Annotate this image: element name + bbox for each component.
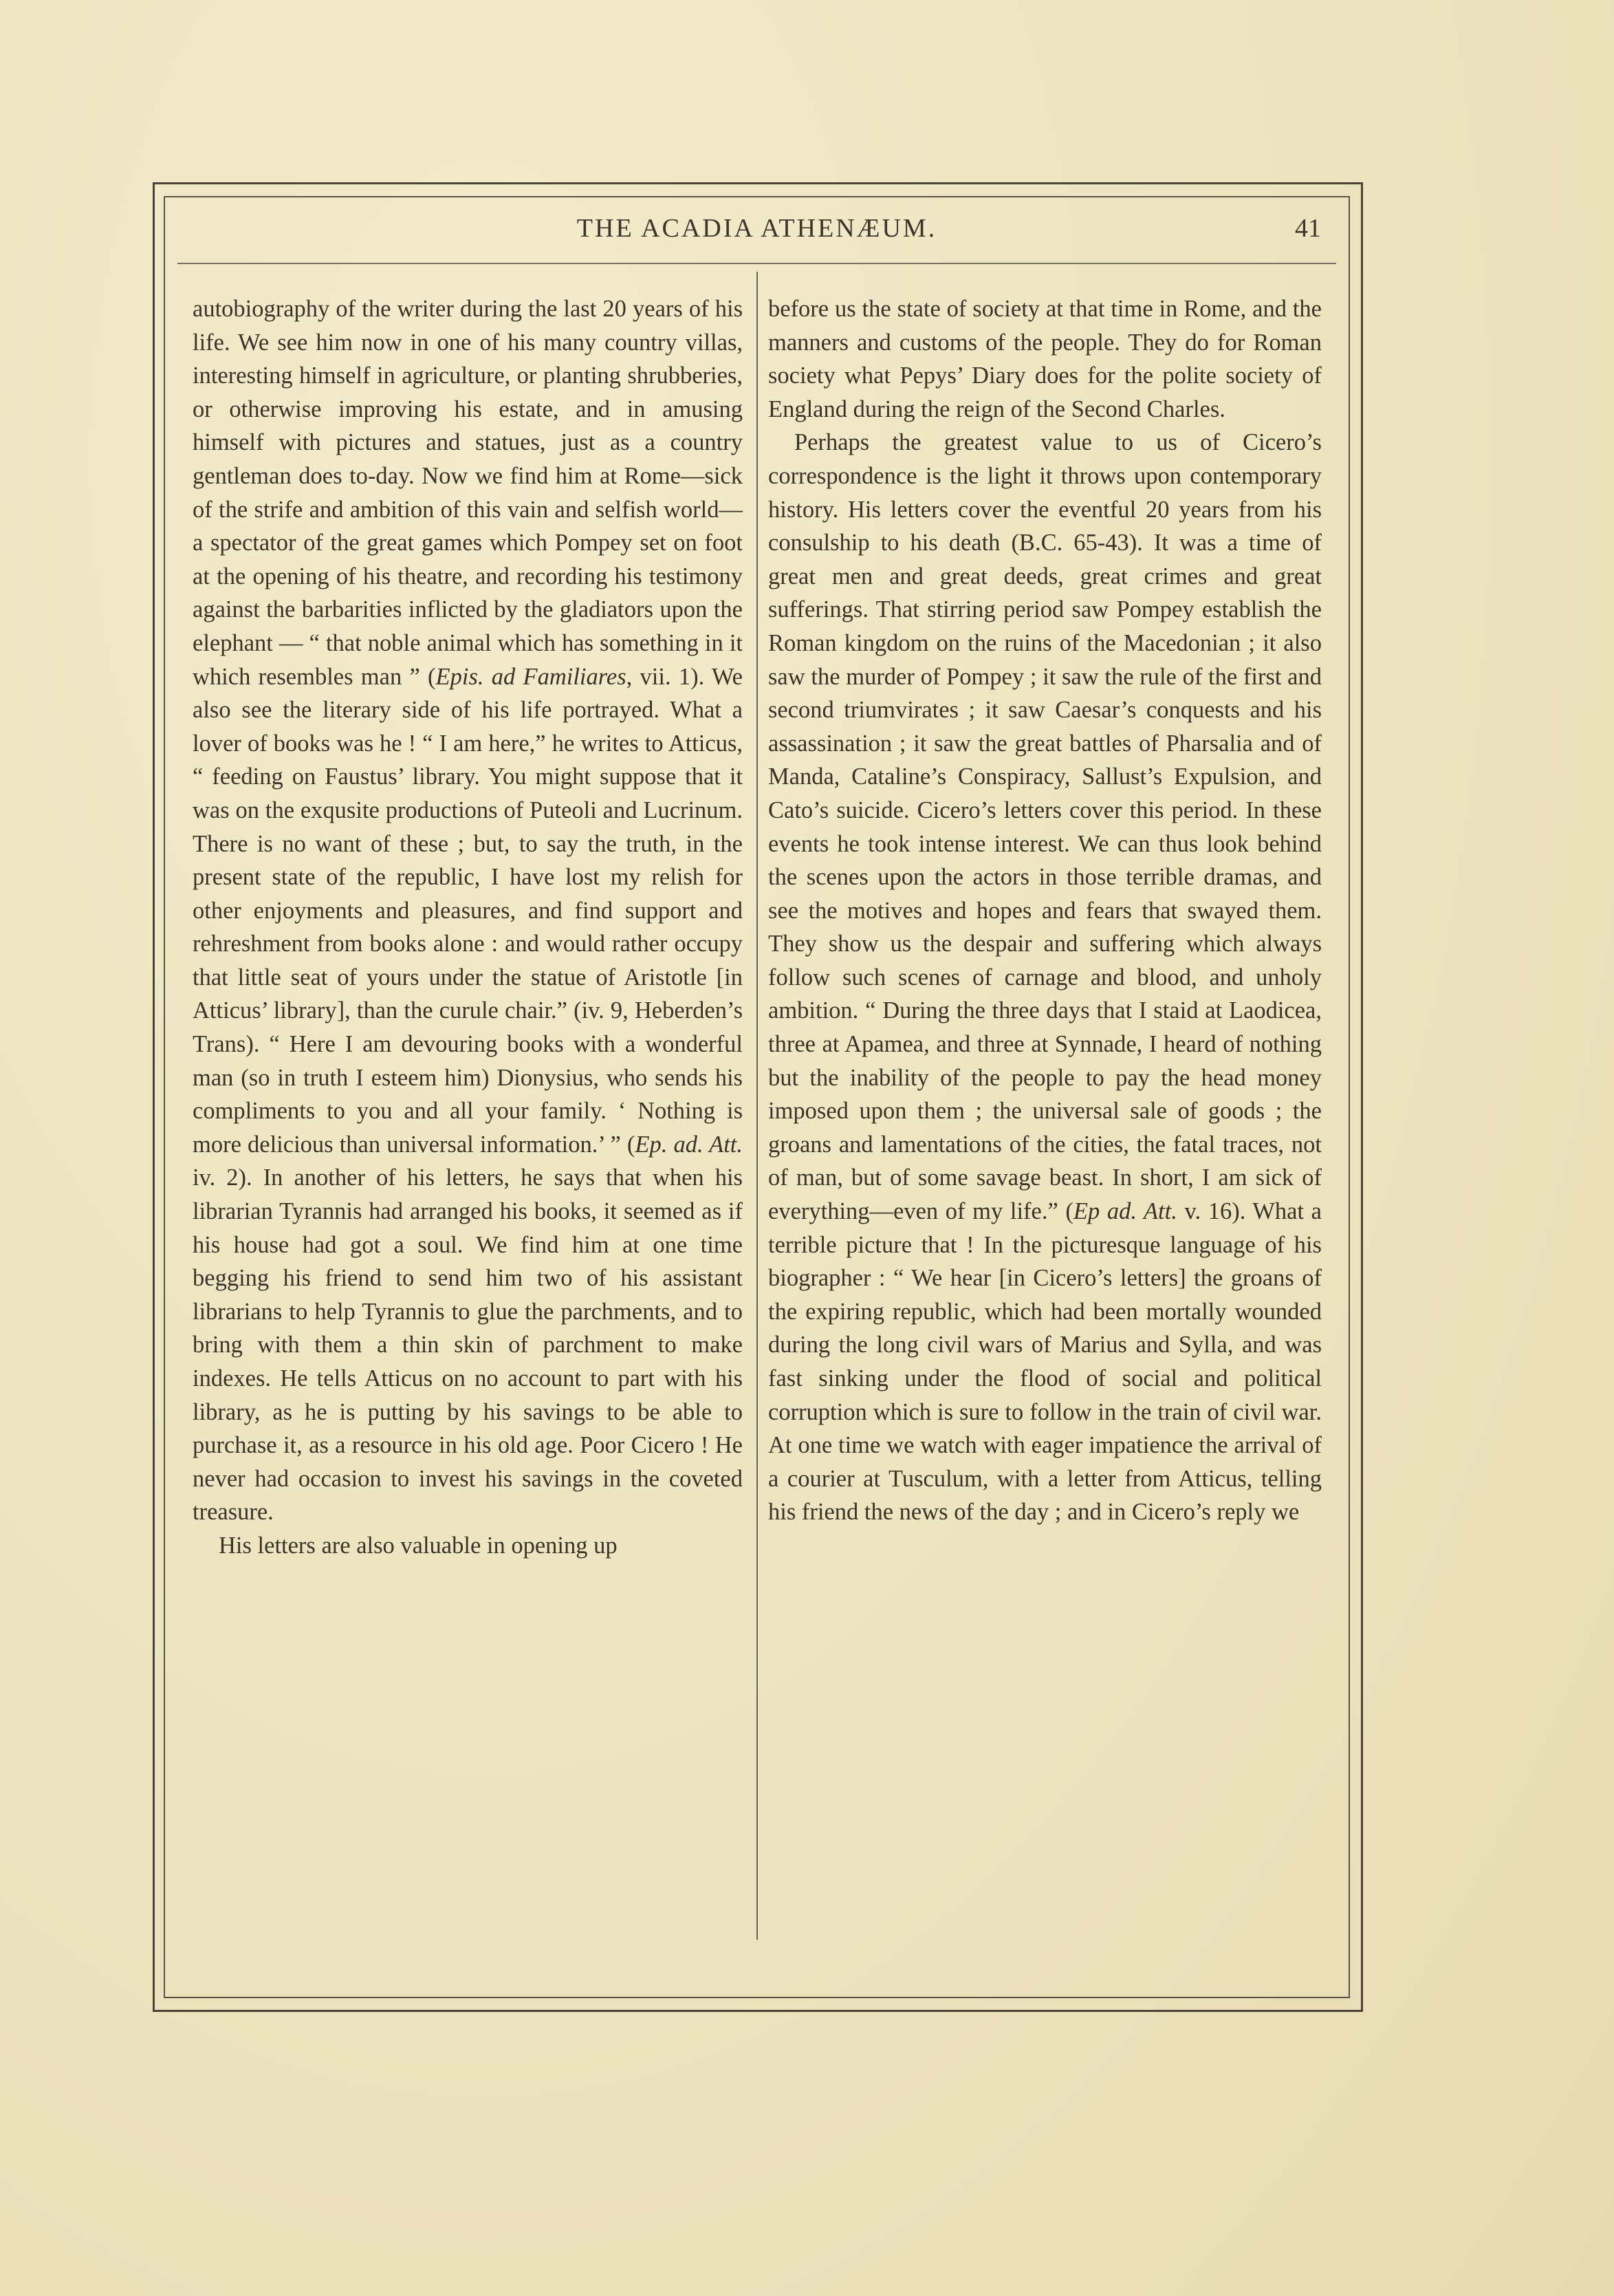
column-divider bbox=[756, 272, 758, 1940]
right-paragraph-1: before us the state of society at that time in Rome, and the manners and customs of the people. They do for Roman society what Pepys’ Diary does for the polite society of England during the reign of the Second Charles. bbox=[768, 296, 1322, 422]
text-run: Perhaps the greatest value to us of Cicero’s correspondence is the light it throws upon contemporary history. His letters cover the eventful 20 years from his consulship to his death (B.C. 65-43). It was a time of great men and great deeds, great crimes and great sufferings. That stirring period saw Pompey establish the Roman kingdom on the ruins of the Macedonian ; it also saw the murder of Pompey ; it saw the rule of the first and second triumvirates ; it saw Caesar’s conquests and his assassination ; it saw the great battles of Pharsalia and of Manda, Cataline’s Conspiracy, Sallust’s Expulsion, and Cato’s suicide. Cicero’s letters cover this period. In these events he took intense interest. We can thus look behind the scenes upon the actors in those terrible dramas, and see the motives and hopes and fears that swayed them. They show us the despair and suffering which always follow such scenes of carnage and blood, and unholy ambition. “ During the three days that I staid at Laodicea, three at Apamea, and three at Synnade, I heard of nothing but the inability of the people to pay the head money imposed upon them ; the universal sale of goods ; the groans and lamentations of the cities, the fatal traces, not of man, but of some savage beast. In short, I am sick of everything—even of my life.” ( bbox=[768, 429, 1322, 1225]
journal-title: THE ACADIA ATHENÆUM. bbox=[576, 214, 937, 243]
left-paragraph-1 bbox=[193, 292, 743, 1529]
right-paragraph-2 bbox=[768, 426, 1322, 1529]
citation: Epis. ad Familiares bbox=[435, 663, 626, 690]
page-number: 41 bbox=[1295, 214, 1321, 243]
text-run: iv. 2). In another of his letters, he says that when his librarian Tyrannis had arranged his books, it seemed as if his house had got a soul. We find him at one time begging his friend to send him two of his assistant librarians to help Tyrannis to glue the parchments, and to bring with them a thin skin of parchment to make indexes. He tells Atticus on no account to part with his library, as he is putting by his savings to be able to purchase it, as a resource in his old age. Poor Cicero ! He never had occasion to invest his savings in the coveted treasure. bbox=[193, 1165, 743, 1526]
left-column bbox=[193, 292, 743, 1563]
header-rule bbox=[177, 263, 1336, 264]
running-header bbox=[164, 213, 1350, 261]
text-run: v. 16). What a terrible picture that ! In the picturesque language of his biographer : “ We hear [in Cicero’s letters] the groans of the expiring republic, which had been mortally wounded during the long civil wars of Marius and Sylla, and was fast sinking under the flood of social and political corruption which is sure to follow in the train of civil war. At one time we watch with eager impatience the arrival of a courier at Tusculum, with a letter from Atticus, telling his friend the news of the day ; and in Cicero’s reply we bbox=[768, 1198, 1322, 1526]
right-column bbox=[768, 292, 1322, 1529]
left-paragraph-2: His letters are also valuable in opening up bbox=[219, 1532, 618, 1559]
text-run: autobiography of the writer during the last 20 years of his life. We see him now in one of his many country villas, interesting himself in agriculture, or planting shrubberies, or otherwise improving his estate, and in amusing himself with pictures and statues, just as a country gentleman does to-day. Now we find him at Rome—sick of the strife and ambition of this vain and selfish world—a spectator of the great games which Pompey set on foot at the opening of his theatre, and recording his testimony against the barbarities inflicted by the gladiators upon the elephant — “ that noble animal which has something in it which resembles man ” ( bbox=[193, 296, 743, 690]
text-run: , vii. 1). We also see the literary side of his life portrayed. What a lover of books was he ! “ I am here,” he writes to Atticus, “ feeding on Faustus’ library. You might suppose that it was on the exqusite productions of Puteoli and Lucrinum. There is no want of these ; but, to say the truth, in the present state of the republic, I have lost my relish for other enjoyments and pleasures, and find support and rehreshment from books alone : and would rather occupy that little seat of yours under the statue of Aristotle [in Atticus’ library], than the curule chair.” (iv. 9, Heberden’s Trans). “ Here I am devouring books with a wonderful man (so in truth I esteem him) Dionysius, who sends his compliments to you and all your family. ‘ Nothing is more delicious than universal information.’ ” ( bbox=[193, 663, 743, 1158]
citation: Ep. ad. Att. bbox=[635, 1131, 743, 1158]
citation: Ep ad. Att. bbox=[1073, 1198, 1177, 1225]
